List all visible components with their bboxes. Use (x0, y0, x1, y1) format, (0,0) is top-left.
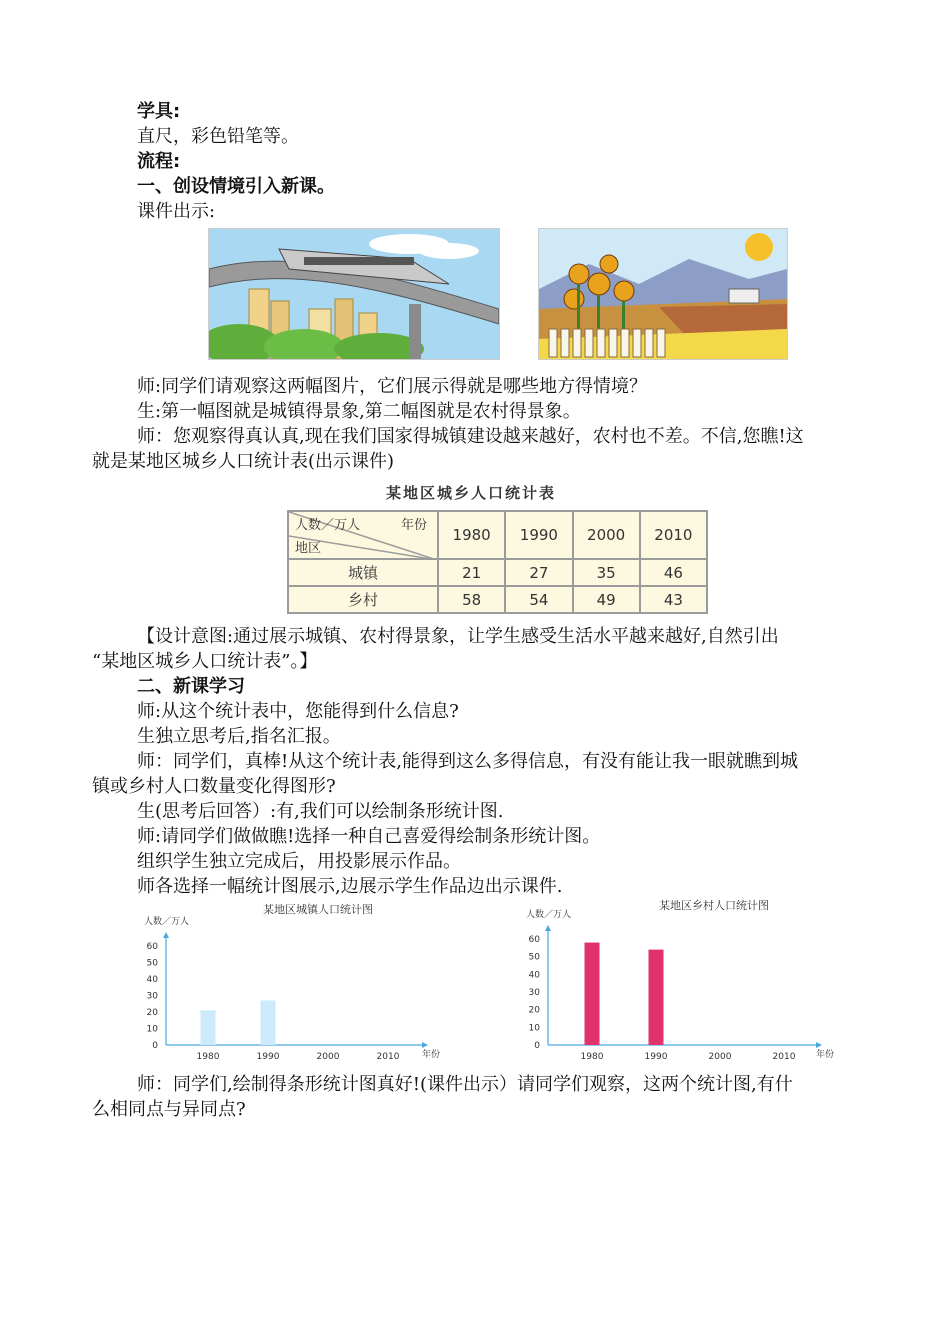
table-title: 某地区城乡人口统计表 (386, 484, 557, 502)
y-tick-label: 50 (528, 952, 540, 963)
town-population-chart (140, 900, 460, 1068)
y-tick-label: 50 (146, 958, 158, 969)
student-report: 生独立思考后,指名汇报。 (137, 726, 341, 747)
table-year-cell: 1990 (505, 511, 572, 559)
x-tick-label: 2000 (316, 1052, 340, 1062)
y-tick-label: 60 (146, 942, 158, 952)
design-intent-b: “某地区城乡人口统计表”。】 (92, 651, 318, 672)
y-tick-label: 0 (152, 1041, 158, 1051)
student-a1: 生:第一幅图就是城镇得景象,第二幅图就是农村得景象。 (137, 401, 581, 422)
table-year-cell: 2010 (640, 511, 707, 559)
y-tick-label: 40 (146, 975, 158, 985)
table-row-label: 城镇 (288, 559, 438, 586)
table-cell: 54 (505, 586, 572, 613)
organize-line: 组织学生独立完成后，用投影展示作品。 (137, 851, 461, 872)
y-tick-label: 60 (528, 935, 540, 945)
bar (201, 1010, 216, 1045)
village-population-chart (522, 895, 852, 1067)
y-tick-label: 20 (528, 1005, 540, 1016)
teacher-line-2b: 就是某地区城乡人口统计表(出示课件) (92, 451, 395, 472)
y-tick-label: 10 (528, 1023, 540, 1034)
x-axis-arrow (816, 1042, 822, 1048)
countryside-image (538, 228, 788, 360)
teacher-line-3b: 镇或乡村人口数量变化得图形? (92, 776, 336, 797)
y-tick-label: 10 (146, 1024, 158, 1035)
bar (649, 950, 664, 1045)
section-1-heading: 一、创设情境引入新课。 (137, 176, 335, 197)
teacher-line-2a: 师：您观察得真认真,现在我们国家得城镇建设越来越好，农村也不差。不信,您瞧!这 (137, 426, 804, 447)
x-axis-arrow (422, 1042, 428, 1048)
table-cell: 27 (505, 559, 572, 586)
x-axis-label: 年份 (421, 1050, 440, 1060)
y-tick-label: 30 (528, 988, 540, 998)
x-axis-label: 年份 (815, 1050, 834, 1060)
table-row (288, 586, 707, 613)
y-tick-label: 0 (534, 1041, 540, 1051)
teacher-line-3a: 师：同学们，真棒!从这个统计表,能得到这么多得信息，有没有能让我一眼就瞧到城 (137, 751, 798, 772)
table-header-people: 人数／万人 (295, 518, 361, 533)
table-cell: 43 (640, 586, 707, 613)
table-header-diagonal (288, 511, 438, 559)
chart-title: 某地区城镇人口统计图 (263, 903, 373, 916)
y-tick-label: 30 (146, 991, 158, 1002)
x-tick-label: 2010 (376, 1052, 400, 1062)
label-tools: 学具: (137, 101, 181, 122)
x-tick-label: 2000 (708, 1052, 732, 1062)
table-cell: 49 (573, 586, 640, 613)
table-year-cell: 2000 (573, 511, 640, 559)
table-row-label: 乡村 (288, 586, 438, 613)
y-axis-arrow (545, 925, 551, 931)
teacher-show-line: 师各选择一幅统计图展示,边展示学生作品边出示课件. (137, 876, 563, 897)
design-intent-a: 【设计意图:通过展示城镇、农村得景象，让学生感受生活水平越来越好,自然引出 (137, 626, 779, 647)
population-table (287, 510, 708, 614)
table-year-cell: 1980 (438, 511, 505, 559)
bar (261, 1000, 276, 1045)
town-image (208, 228, 500, 360)
x-tick-label: 1980 (580, 1052, 604, 1062)
teacher-instruction: 师:请同学们做做瞧!选择一种自己喜爱得绘制条形统计图。 (137, 826, 601, 847)
table-header-year: 年份 (400, 518, 427, 533)
y-axis-label: 人数／万人 (526, 910, 572, 920)
teacher-line-4a: 师：同学们,绘制得条形统计图真好!(课件出示）请同学们观察，这两个统计图,有什 (137, 1074, 793, 1095)
y-axis-label: 人数／万人 (144, 917, 190, 927)
table-header-region: 地区 (295, 541, 322, 556)
tools-text: 直尺，彩色铅笔等。 (137, 126, 299, 147)
table-cell: 46 (640, 559, 707, 586)
teacher-line-4b: 么相同点与异同点? (92, 1099, 246, 1120)
x-tick-label: 2010 (772, 1052, 796, 1062)
x-tick-label: 1980 (196, 1052, 220, 1062)
y-axis-arrow (163, 932, 169, 938)
table-cell: 58 (438, 586, 505, 613)
label-process: 流程: (137, 151, 181, 172)
chart-title: 某地区乡村人口统计图 (659, 899, 769, 912)
y-tick-label: 40 (528, 970, 540, 981)
bar (585, 943, 600, 1045)
table-row (288, 559, 707, 586)
table-cell: 35 (573, 559, 640, 586)
y-tick-label: 20 (146, 1008, 158, 1018)
x-tick-label: 1990 (644, 1052, 668, 1062)
courseware-intro: 课件出示: (137, 201, 216, 222)
teacher-q2: 师:从这个统计表中，您能得到什么信息? (137, 701, 459, 722)
table-cell: 21 (438, 559, 505, 586)
section-2-heading: 二、新课学习 (137, 676, 245, 697)
teacher-q1: 师:同学们请观察这两幅图片，它们展示得就是哪些地方得情境？ (137, 376, 648, 397)
student-a2: 生(思考后回答）:有,我们可以绘制条形统计图. (137, 801, 504, 822)
x-tick-label: 1990 (256, 1052, 280, 1062)
